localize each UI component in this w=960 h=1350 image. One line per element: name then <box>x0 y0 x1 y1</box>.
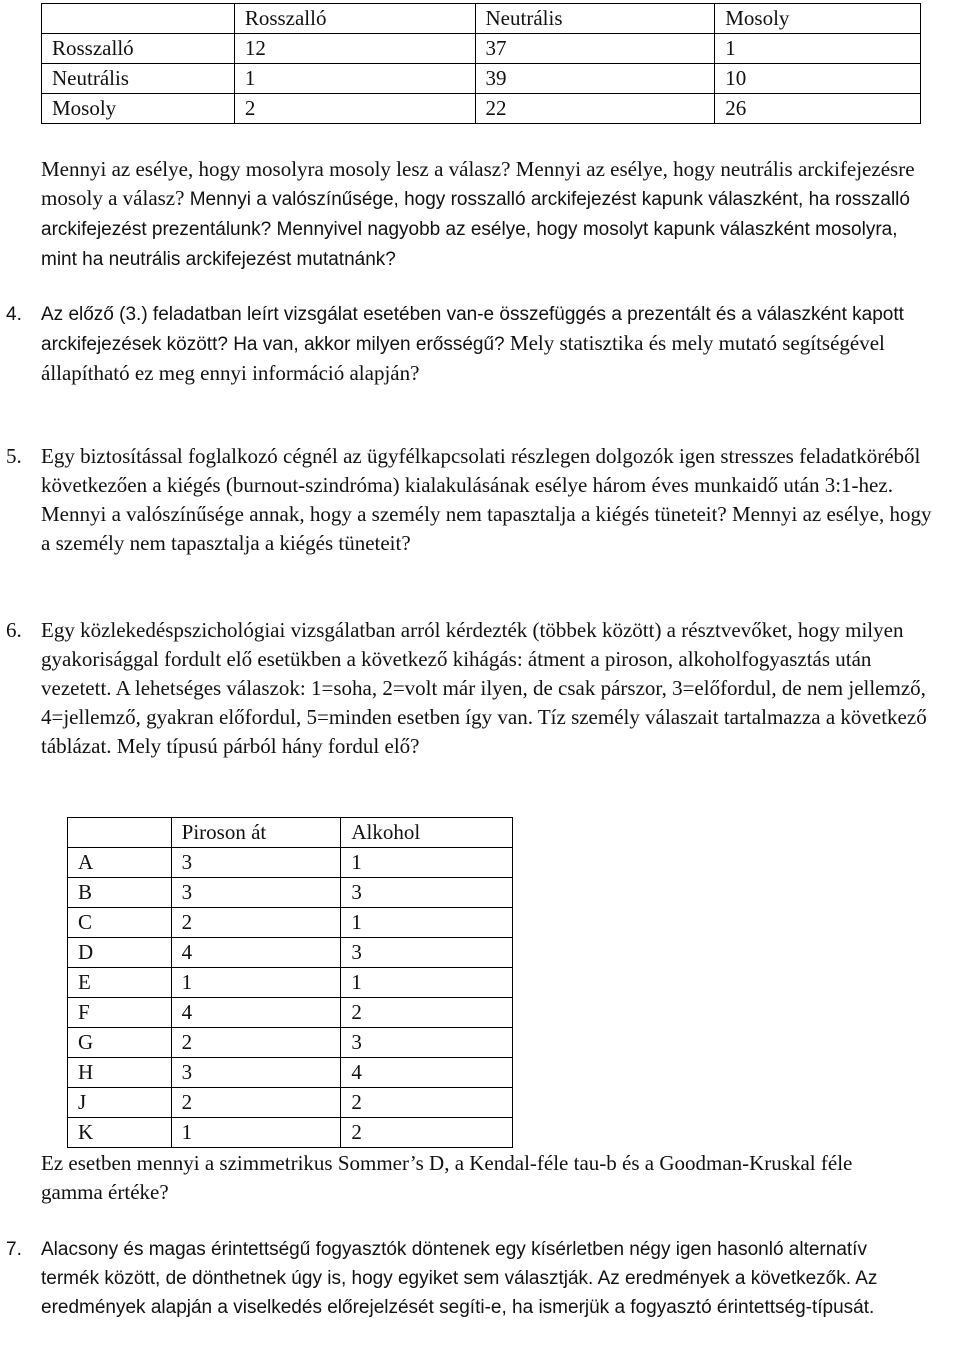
table-cell: 4 <box>341 1058 513 1088</box>
table-cell: 3 <box>341 1028 513 1058</box>
paragraph-questions-3 <box>41 155 931 274</box>
table-cell: 39 <box>475 64 715 94</box>
table-row <box>42 34 921 64</box>
table-cell: Mosoly <box>42 94 235 124</box>
table-cell: 37 <box>475 34 715 64</box>
question-number: 5. <box>6 444 22 468</box>
question-serif-part: Mely statisztika és mely mutató segítségével állapítható ez meg ennyi információ alapján? <box>41 331 885 385</box>
table-cell: 2 <box>341 1088 513 1118</box>
table-cell: 26 <box>715 94 921 124</box>
paragraph-sommers-d: Ez esetben mennyi a szimmetrikus Sommer’s D, a Kendal-féle tau-b és a Goodman-Kruskal féle gamma értéke? <box>41 1151 853 1204</box>
table-cell: Rosszalló <box>42 34 235 64</box>
question-number: 7. <box>6 1239 22 1260</box>
table-cell: 4 <box>171 938 341 968</box>
table-header-row <box>42 4 921 34</box>
table-cell: 3 <box>341 938 513 968</box>
table-cell: 1 <box>171 968 341 998</box>
table-cell: 2 <box>341 998 513 1028</box>
table-cell: B <box>68 878 172 908</box>
table-cell: 1 <box>171 1118 341 1148</box>
question-text: Alacsony és magas érintettségű fogyasztók döntenek egy kísérletben négy igen hasonló alternatív termék között, de dönthetnek úgy is, hogy egyiket sem választják. Az eredmények a következők. Az eredmények alapján a viselkedés előrejelzését segíti-e, ha ismerjük a fogyasztó érintettség-típusát. <box>41 1239 878 1318</box>
question-text <box>41 300 936 389</box>
table-cell: 1 <box>341 848 513 878</box>
table-row <box>68 1028 513 1058</box>
table-cell: C <box>68 908 172 938</box>
table-cell: J <box>68 1088 172 1118</box>
table-cell: 2 <box>171 1088 341 1118</box>
table-cell: 3 <box>341 878 513 908</box>
question-number: 6. <box>6 618 22 642</box>
question-text: Egy biztosítással foglalkozó cégnél az ügyfélkapcsolati részlegen dolgozók igen stresszes feladatköréből következően a kiégés (burnout-szindróma) kialakulásának esélye három éves munkaidő után 3:1-hez. Mennyi a valószínűsége annak, hogy a személy nem tapasztalja a kiégés tüneteit? Mennyi az esélye, hogy a személy nem tapasztalja a kiégés tüneteit? <box>41 444 932 555</box>
table-row <box>42 64 921 94</box>
table-cell: D <box>68 938 172 968</box>
table-header-cell: Mosoly <box>715 4 921 34</box>
table-row <box>68 848 513 878</box>
contingency-table-expressions <box>41 3 921 124</box>
table-cell: 4 <box>171 998 341 1028</box>
table-header-row <box>68 818 513 848</box>
table-row <box>68 908 513 938</box>
table-cell: Neutrális <box>42 64 235 94</box>
table-row <box>68 938 513 968</box>
responses-table <box>67 817 513 1148</box>
table-cell: 10 <box>715 64 921 94</box>
table-row <box>68 878 513 908</box>
paragraph-sans-part: Mennyi a valószínűsége, hogy rosszalló arckifejezést kapunk válaszként, ha rosszalló arckifejezést prezentálunk? Mennyivel nagyobb az esélye, hogy mosolyt kapunk válaszként mosolyra, mint ha neutrális arckifejezést mutatnánk? <box>41 189 910 270</box>
table-row <box>68 998 513 1028</box>
table-cell: 2 <box>341 1118 513 1148</box>
table-cell: 2 <box>171 908 341 938</box>
table-cell: 3 <box>171 1058 341 1088</box>
table-cell: 1 <box>234 64 475 94</box>
table-cell: F <box>68 998 172 1028</box>
table-cell: K <box>68 1118 172 1148</box>
table-row <box>68 1058 513 1088</box>
table-row <box>42 94 921 124</box>
question-sans-part: Az előző (3.) feladatban leírt vizsgálat esetében van-e összefüggés a prezentált és a válaszként kapott arckifejezések között? Ha van, akkor milyen erősségű? <box>41 304 904 355</box>
table-cell: A <box>68 848 172 878</box>
table-cell: 22 <box>475 94 715 124</box>
table-cell: 3 <box>171 878 341 908</box>
table-cell: 3 <box>171 848 341 878</box>
question-text: Egy közlekedéspszichológiai vizsgálatban arról kérdezték (többek között) a résztvevőket, hogy milyen gyakorisággal fordult elő esetükben a következő kihágás: átment a piroson, alkoholfogyasztás után vezetett. A lehetséges válaszok: 1=soha, 2=volt már ilyen, de csak párszor, 3=előfordul, de nem jellemző, 4=jellemző, gyakran előfordul, 5=minden esetben így van. Tíz személy válaszait tartalmazza a következő táblázat. Mely típusú párból hány fordul elő? <box>41 618 927 758</box>
table-cell: 1 <box>341 908 513 938</box>
table-row <box>68 1088 513 1118</box>
table-row <box>68 1118 513 1148</box>
table-cell: 1 <box>341 968 513 998</box>
table-header-cell <box>68 818 172 848</box>
table-row <box>68 968 513 998</box>
paragraph-serif-part: Mennyi az esélye, hogy mosolyra mosoly lesz a válasz? Mennyi az esélye, hogy neutrális arckifejezésre mosoly a válasz? <box>41 157 915 210</box>
table-header-cell <box>42 4 235 34</box>
table-header-cell: Neutrális <box>475 4 715 34</box>
table-cell: G <box>68 1028 172 1058</box>
table-cell: 2 <box>234 94 475 124</box>
table-cell: 2 <box>171 1028 341 1058</box>
table-header-cell: Rosszalló <box>234 4 475 34</box>
question-number: 4. <box>6 304 22 325</box>
table-header-cell: Piroson át <box>171 818 341 848</box>
table-cell: H <box>68 1058 172 1088</box>
table-cell: 12 <box>234 34 475 64</box>
table-header-cell: Alkohol <box>341 818 513 848</box>
table-cell: E <box>68 968 172 998</box>
table-cell: 1 <box>715 34 921 64</box>
